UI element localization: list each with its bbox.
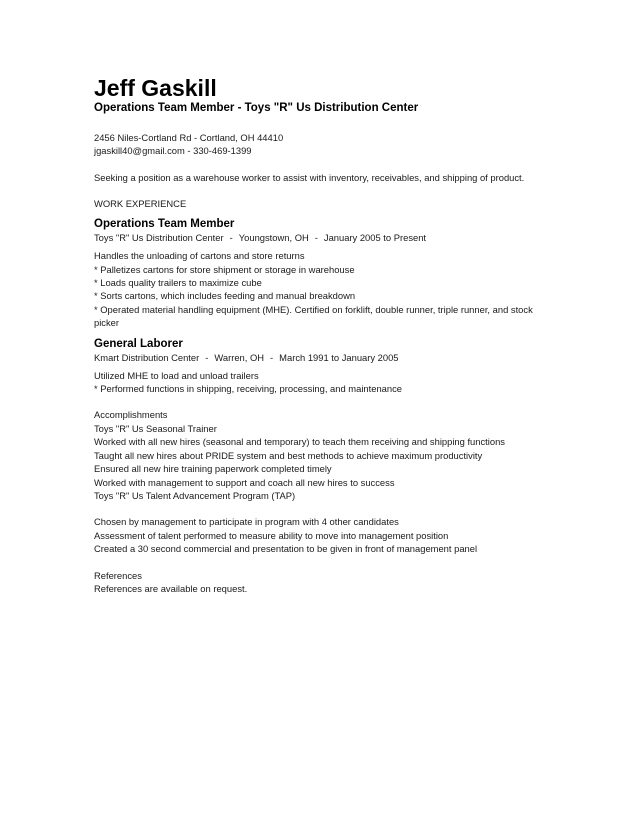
meta-separator: -: [270, 351, 274, 363]
job-duty-line: * Operated material handling equipment (MHE). Certified on forklift, double runner, triple runner, and stock: [94, 303, 533, 315]
tap-line: Created a 30 second commercial and presentation to be given in front of management panel: [94, 543, 478, 555]
meta-separator: -: [229, 232, 233, 244]
tap-line: Assessment of talent performed to measure ability to move into management position: [94, 529, 449, 541]
job-duty-line: * Loads quality trailers to maximize cube: [94, 277, 262, 289]
job-employer: Kmart Distribution Center: [94, 351, 200, 363]
accomplishment-line: Worked with all new hires (seasonal and temporary) to teach them receiving and shipping functions: [94, 436, 505, 448]
tap-line: Chosen by management to participate in program with 4 other candidates: [94, 516, 399, 528]
job-dates: January 2005 to Present: [323, 232, 427, 244]
accomplishments-section: [94, 408, 564, 555]
job-duty-line: Utilized MHE to load and unload trailers: [94, 369, 259, 381]
job-entry-laborer: [94, 337, 564, 396]
job-duty-line: picker: [94, 317, 120, 329]
job-duty-line: * Palletizes cartons for store shipment or storage in warehouse: [94, 263, 355, 275]
job-location: Youngstown, OH: [238, 232, 309, 244]
job-dates: March 1991 to January 2005: [279, 351, 399, 363]
accomplishment-line: Taught all new hires about PRIDE system and best methods to achieve maximum productivity: [94, 449, 483, 461]
job-title: General Laborer: [94, 337, 183, 350]
accomplishments-heading: Accomplishments: [94, 409, 168, 421]
resume-page: [94, 75, 564, 595]
job-title: Operations Team Member: [94, 218, 235, 231]
references-section: [94, 569, 564, 596]
address-line: 2456 Niles-Cortland Rd - Cortland, OH 44410: [94, 132, 284, 143]
job-entry-operations: [94, 217, 564, 329]
accomplishment-line: Worked with management to support and coach all new hires to success: [94, 476, 395, 488]
objective-statement: Seeking a position as a warehouse worker to assist with inventory, receivables, and shipping of product.: [94, 171, 525, 183]
candidate-name: Jeff Gaskill: [94, 75, 217, 101]
job-duty-line: Handles the unloading of cartons and store returns: [94, 250, 305, 262]
meta-separator: -: [314, 232, 318, 244]
work-experience-heading: WORK EXPERIENCE: [94, 198, 187, 210]
job-duty-line: * Performed functions in shipping, receiving, processing, and maintenance: [94, 383, 402, 395]
accomplishment-line: Toys "R" Us Seasonal Trainer: [94, 422, 217, 434]
job-employer: Toys "R" Us Distribution Center: [94, 232, 224, 244]
contact-line: jgaskill40@gmail.com - 330-469-1399: [94, 145, 252, 157]
job-meta: [94, 351, 564, 364]
references-heading: References: [94, 569, 142, 581]
job-duty-line: * Sorts cartons, which includes feeding and manual breakdown: [94, 290, 356, 302]
job-meta: [94, 231, 564, 244]
accomplishment-line: Ensured all new hire training paperwork completed timely: [94, 463, 332, 475]
candidate-headline: Operations Team Member - Toys "R" Us Distribution Center: [94, 102, 419, 114]
accomplishment-line: Toys "R" Us Talent Advancement Program (TAP): [94, 489, 296, 501]
references-text: References are available on request.: [94, 582, 248, 594]
meta-separator: -: [205, 351, 209, 363]
job-location: Warren, OH: [214, 351, 265, 363]
